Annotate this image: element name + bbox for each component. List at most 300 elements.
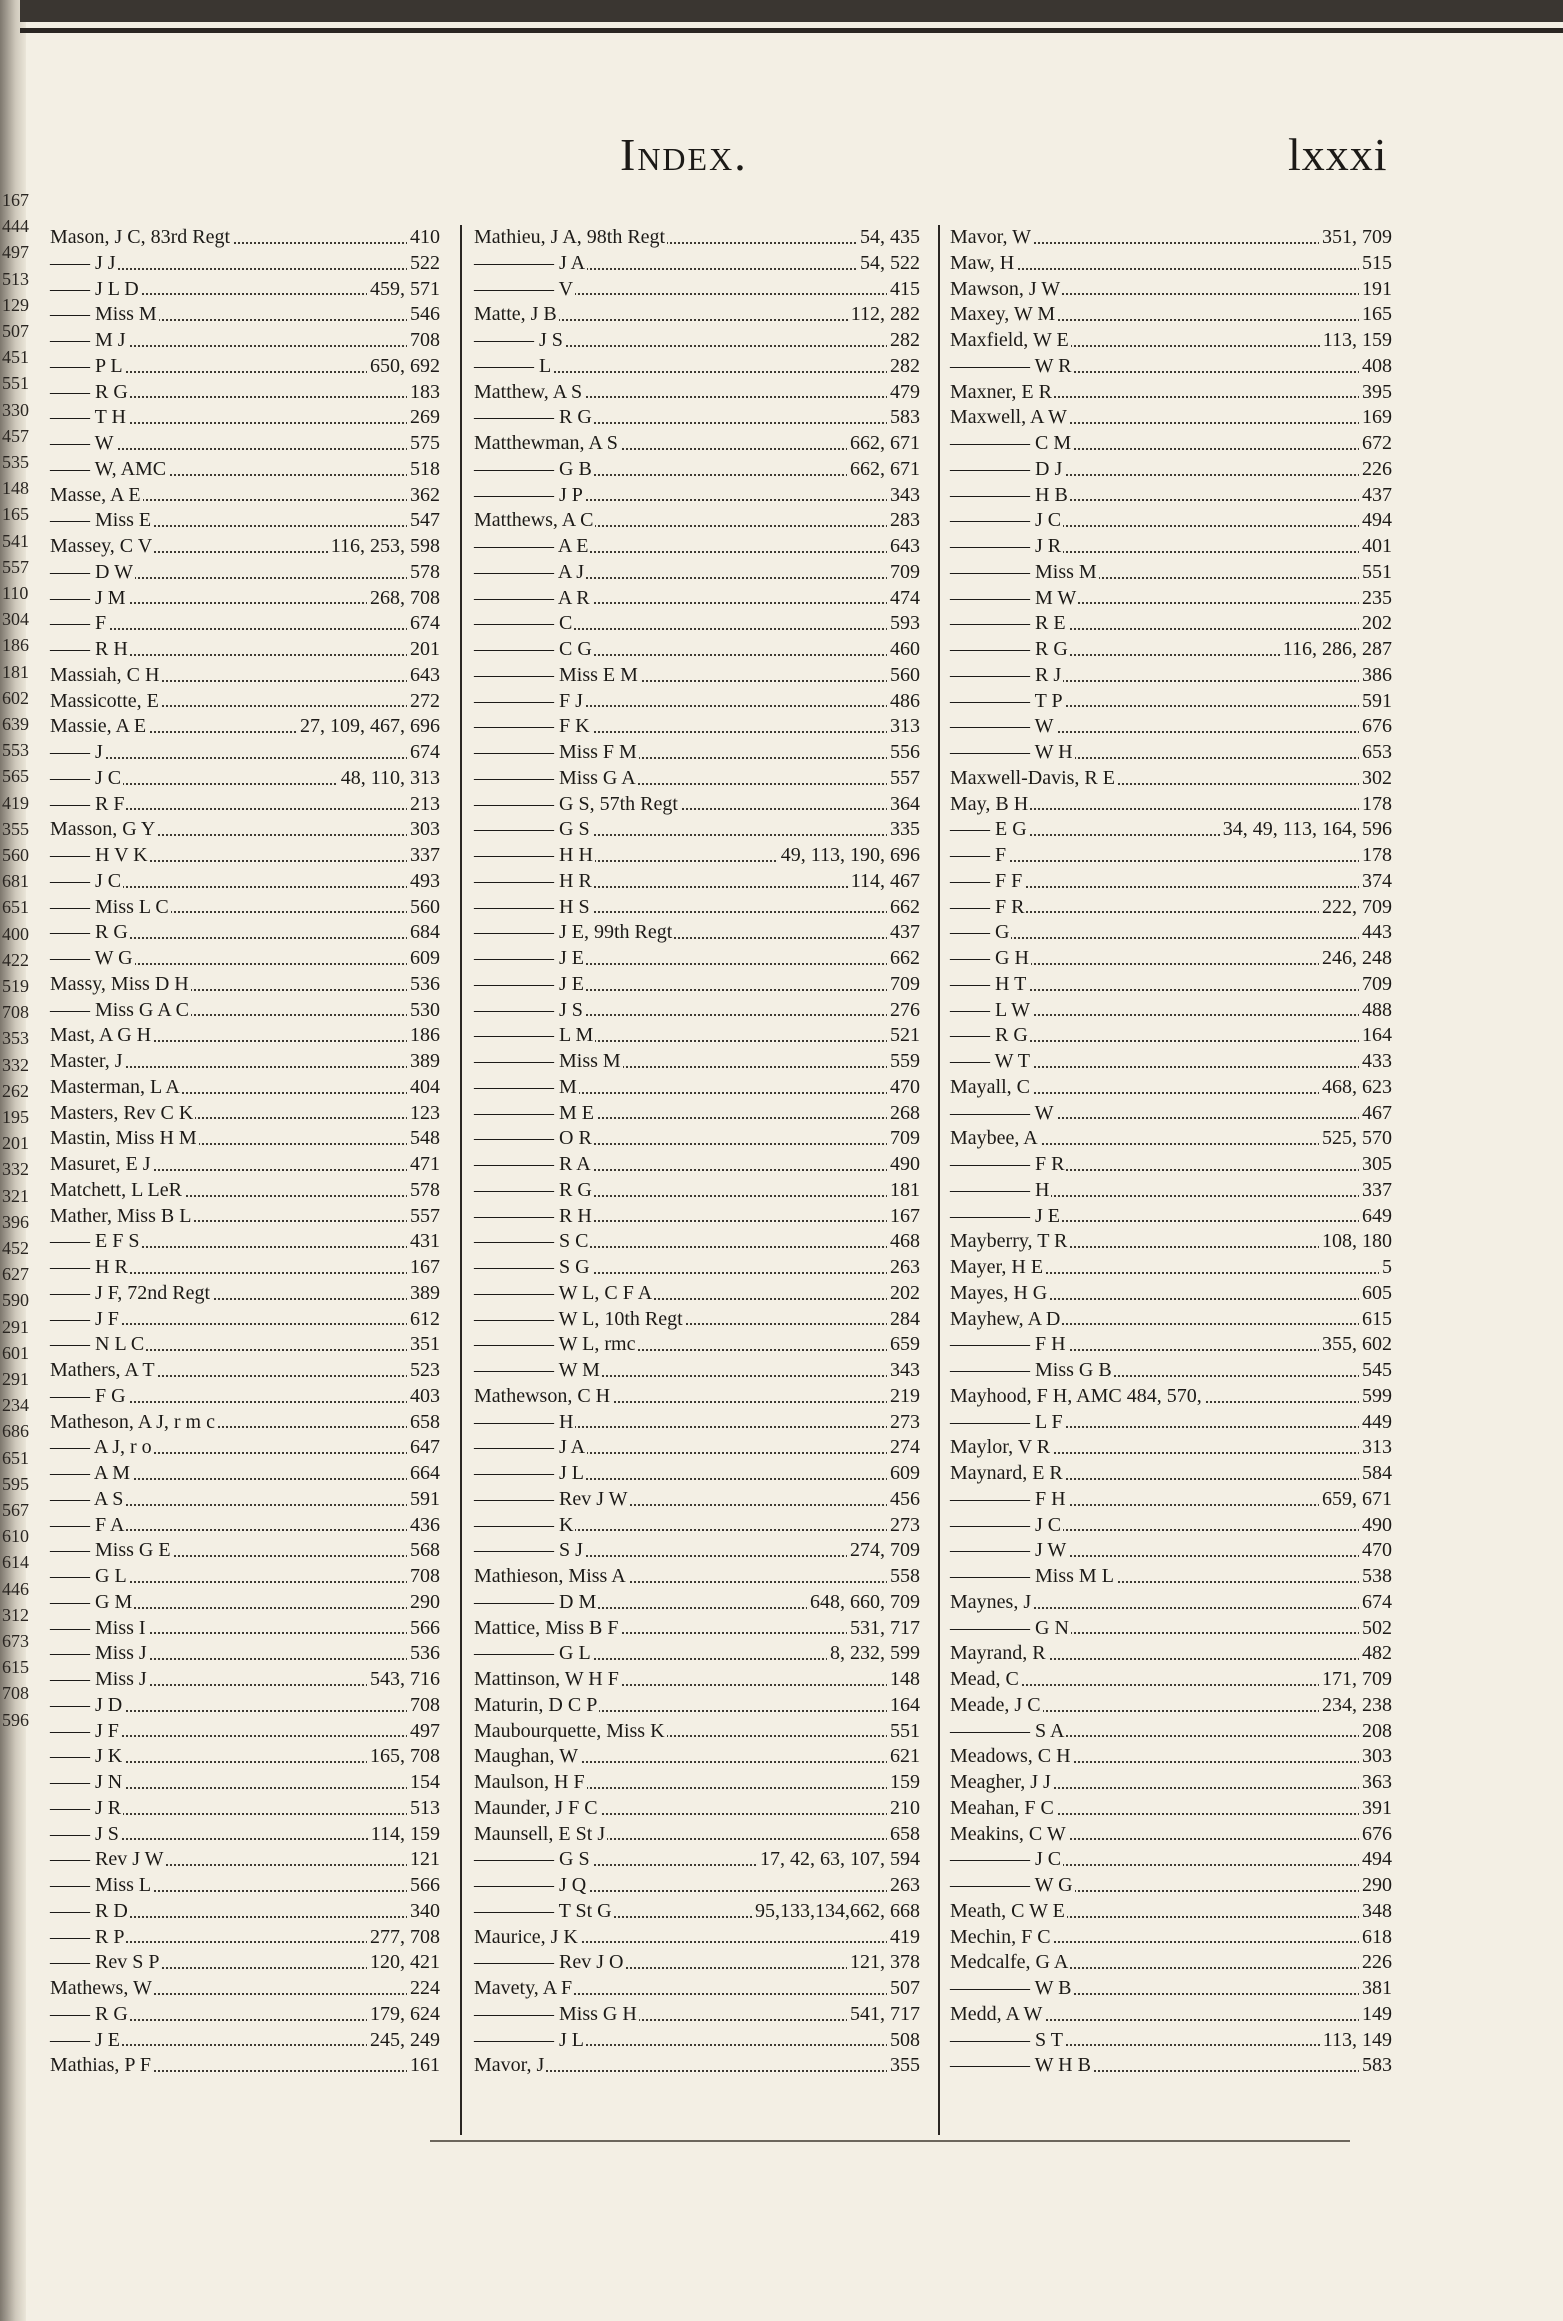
index-entry — [950, 483, 1392, 509]
entry-name: Masters, Rev C K — [50, 1101, 195, 1127]
index-entry — [50, 1410, 440, 1436]
entry-pages: 647 — [407, 1435, 440, 1461]
spine-number: 396 — [2, 1211, 29, 1232]
entry-pages: 121, 378 — [847, 1950, 920, 1976]
index-entry — [950, 1744, 1392, 1770]
entry-name: ———— Miss M — [950, 560, 1099, 586]
entry-pages: 684 — [407, 920, 440, 946]
index-entry — [50, 251, 440, 277]
entry-name: ———— S J — [474, 1538, 585, 1564]
entry-pages: 313 — [1359, 1435, 1392, 1461]
entry-pages: 546 — [407, 302, 440, 328]
entry-name: Mayrand, R — [950, 1641, 1048, 1667]
entry-name: ———— F R — [950, 1152, 1066, 1178]
entry-name: Mayhew, A D — [950, 1307, 1062, 1333]
index-entry — [474, 663, 920, 689]
entry-pages: 268, 708 — [367, 586, 440, 612]
index-entry — [950, 1075, 1392, 1101]
entry-name: ———— S T — [950, 2028, 1065, 2054]
entry-name: —— A M — [50, 1461, 132, 1487]
index-entry — [474, 1719, 920, 1745]
index-entry — [950, 1950, 1392, 1976]
entry-name: Mather, Miss B L — [50, 1204, 193, 1230]
entry-name: ———— H — [474, 1410, 575, 1436]
spine-number: 651 — [2, 897, 29, 918]
entry-name: Mathieson, Miss A — [474, 1564, 628, 1590]
index-entry — [474, 380, 920, 406]
entry-pages: 54, 522 — [857, 251, 920, 277]
index-entry — [474, 766, 920, 792]
entry-pages: 148 — [887, 1667, 920, 1693]
spine-number: 602 — [2, 687, 29, 708]
index-entry — [950, 1126, 1392, 1152]
entry-pages: 202 — [887, 1281, 920, 1307]
spine-number: 304 — [2, 609, 29, 630]
entry-pages: 386 — [1359, 663, 1392, 689]
spine-number: 567 — [2, 1500, 29, 1520]
index-entry — [474, 998, 920, 1024]
index-entry — [950, 1410, 1392, 1436]
entry-pages: 674 — [407, 740, 440, 766]
index-entry — [50, 946, 440, 972]
index-entry — [50, 920, 440, 946]
entry-name: ———— Miss G H — [474, 2002, 639, 2028]
index-entry — [50, 1152, 440, 1178]
entry-name: —— R H — [50, 637, 130, 663]
entry-name: Masterman, L A — [50, 1075, 182, 1101]
entry-pages: 650, 692 — [367, 354, 440, 380]
spine-number: 291 — [2, 1316, 29, 1337]
index-entry — [950, 869, 1392, 895]
entry-pages: 530 — [407, 998, 440, 1024]
index-entry — [50, 1719, 440, 1745]
entry-pages: 578 — [407, 1178, 440, 1204]
index-entry — [474, 1847, 920, 1873]
spine-number: 551 — [2, 373, 29, 394]
entry-pages: 493 — [407, 869, 440, 895]
index-entry — [474, 483, 920, 509]
spine-number: 321 — [2, 1185, 29, 1206]
entry-pages: 658 — [887, 1822, 920, 1848]
index-entry — [950, 225, 1392, 251]
entry-pages: 179, 624 — [367, 2002, 440, 2028]
entry-name: ———— J R — [950, 534, 1063, 560]
index-entry — [950, 1719, 1392, 1745]
entry-pages: 313 — [887, 714, 920, 740]
entry-pages: 284 — [887, 1307, 920, 1333]
spine-number: 557 — [2, 556, 29, 577]
index-entry — [950, 302, 1392, 328]
spine-number: 422 — [2, 949, 29, 970]
index-column-2 — [474, 225, 920, 2079]
index-entry — [50, 1075, 440, 1101]
index-entry — [950, 1435, 1392, 1461]
index-entry — [474, 792, 920, 818]
entry-name: ———— J A — [474, 251, 587, 277]
entry-name: Master, J — [50, 1049, 125, 1075]
index-entry — [50, 1332, 440, 1358]
index-entry — [474, 225, 920, 251]
entry-pages: 643 — [887, 534, 920, 560]
entry-name: ———— Rev J O — [474, 1950, 625, 1976]
entry-name: Masse, A E — [50, 483, 143, 509]
entry-pages: 95,133,134,662, 668 — [752, 1899, 920, 1925]
entry-name: Medd, A W — [950, 2002, 1044, 2028]
entry-pages: 468, 623 — [1319, 1075, 1392, 1101]
entry-pages: 583 — [1359, 2053, 1392, 2079]
entry-pages: 538 — [1359, 1564, 1392, 1590]
entry-pages: 34, 49, 113, 164, 596 — [1220, 817, 1392, 843]
spine-number: 332 — [2, 1054, 29, 1075]
entry-pages: 648, 660, 709 — [807, 1590, 920, 1616]
entry-name: ———— H B — [950, 483, 1070, 509]
entry-name: Maunder, J F C — [474, 1796, 600, 1822]
entry-pages: 159 — [887, 1770, 920, 1796]
entry-name: ———— R G — [950, 637, 1070, 663]
index-entry — [474, 1255, 920, 1281]
index-entry — [50, 1307, 440, 1333]
index-entry — [950, 1461, 1392, 1487]
entry-name: ———— F K — [474, 714, 592, 740]
dot-leader — [950, 268, 1392, 270]
entry-pages: 283 — [887, 508, 920, 534]
spine-number: 686 — [2, 1421, 29, 1442]
entry-name: Maxey, W M — [950, 302, 1057, 328]
entry-name: —— J M — [50, 586, 128, 612]
entry-name: ———— J L — [474, 2028, 586, 2054]
index-entry — [950, 1358, 1392, 1384]
spine-number: 110 — [2, 583, 29, 603]
entry-name: Mattinson, W H F — [474, 1667, 621, 1693]
entry-name: —— E F S — [50, 1229, 141, 1255]
entry-pages: 337 — [1359, 1178, 1392, 1204]
index-entry — [50, 1693, 440, 1719]
entry-pages: 545 — [1359, 1358, 1392, 1384]
index-entry — [50, 277, 440, 303]
entry-name: ———— W — [950, 714, 1056, 740]
entry-name: —— H V K — [50, 843, 150, 869]
entry-pages: 568 — [407, 1538, 440, 1564]
index-entry — [474, 1873, 920, 1899]
entry-name: ———— H S — [474, 895, 592, 921]
index-entry — [950, 946, 1392, 972]
spine-number: 332 — [2, 1159, 29, 1180]
index-entry — [50, 1204, 440, 1230]
entry-pages: 541, 717 — [847, 2002, 920, 2028]
index-entry — [950, 560, 1392, 586]
index-entry — [474, 2053, 920, 2079]
index-entry — [474, 1487, 920, 1513]
entry-name: —— F — [950, 843, 1008, 869]
index-entry — [474, 1332, 920, 1358]
entry-pages: 556 — [887, 740, 920, 766]
entry-pages: 518 — [407, 457, 440, 483]
entry-name: ———— W G — [950, 1873, 1075, 1899]
index-entry — [474, 1023, 920, 1049]
entry-name: ———— H R — [474, 869, 594, 895]
entry-pages: 415 — [887, 277, 920, 303]
entry-pages: 246, 248 — [1319, 946, 1392, 972]
entry-pages: 515 — [1359, 251, 1392, 277]
index-entry — [474, 1075, 920, 1101]
entry-name: Mathews, W — [50, 1976, 154, 2002]
entry-pages: 593 — [887, 611, 920, 637]
entry-name: Maynard, E R — [950, 1461, 1065, 1487]
entry-name: —— W G — [50, 946, 135, 972]
index-entry — [50, 2028, 440, 2054]
entry-name: —— F G — [50, 1384, 128, 1410]
entry-name: —— J K — [50, 1744, 124, 1770]
column-divider — [938, 225, 940, 2135]
entry-pages: 578 — [407, 560, 440, 586]
entry-name: Maxwell-Davis, R E — [950, 766, 1117, 792]
index-entry — [50, 1925, 440, 1951]
entry-name: ———— L F — [950, 1410, 1065, 1436]
index-entry — [950, 1564, 1392, 1590]
entry-pages: 443 — [1359, 920, 1392, 946]
entry-pages: 456 — [887, 1487, 920, 1513]
spine-number: 148 — [2, 478, 29, 499]
entry-name: ———— J Q — [474, 1873, 588, 1899]
entry-name: —— G H — [950, 946, 1031, 972]
top-border — [20, 0, 1563, 22]
entry-pages: 431 — [407, 1229, 440, 1255]
index-entry — [474, 611, 920, 637]
entry-name: —— E G — [950, 817, 1029, 843]
entry-pages: 653 — [1359, 740, 1392, 766]
entry-pages: 112, 282 — [848, 302, 920, 328]
entry-name: Maybee, A — [950, 1126, 1040, 1152]
entry-pages: 123 — [407, 1101, 440, 1127]
entry-name: ———— H — [950, 1178, 1051, 1204]
entry-name: Meadows, C H — [950, 1744, 1073, 1770]
entry-name: ———— G B — [474, 457, 594, 483]
entry-name: —— D W — [50, 560, 135, 586]
entry-pages: 263 — [887, 1255, 920, 1281]
entry-name: —— Miss G A C — [50, 998, 191, 1024]
index-entry — [474, 1950, 920, 1976]
entry-pages: 419 — [887, 1925, 920, 1951]
index-entry — [474, 817, 920, 843]
entry-pages: 437 — [1359, 483, 1392, 509]
entry-pages: 113, 149 — [1320, 2028, 1392, 2054]
index-entry — [474, 1899, 920, 1925]
entry-name: ———— J E, 99th Regt — [474, 920, 674, 946]
entry-name: Mastin, Miss H M — [50, 1126, 199, 1152]
index-entry — [950, 895, 1392, 921]
entry-name: —— R G — [50, 380, 130, 406]
entry-pages: 557 — [887, 766, 920, 792]
index-entry — [474, 714, 920, 740]
index-entry — [950, 1693, 1392, 1719]
entry-name: —— T H — [50, 405, 128, 431]
entry-name: ———— W B — [950, 1976, 1074, 2002]
spine-number: 451 — [2, 347, 29, 368]
entry-name: —— J E — [50, 2028, 122, 2054]
index-entry — [474, 1152, 920, 1178]
entry-name: —— F R — [950, 895, 1026, 921]
entry-name: —— F A — [50, 1513, 126, 1539]
entry-pages: 363 — [1359, 1770, 1392, 1796]
entry-pages: 566 — [407, 1873, 440, 1899]
entry-pages: 268 — [887, 1101, 920, 1127]
entry-name: —— J N — [50, 1770, 124, 1796]
index-entry — [50, 972, 440, 998]
entry-name: Maturin, D C P — [474, 1693, 599, 1719]
index-entry — [474, 740, 920, 766]
entry-name: Maw, H — [950, 251, 1016, 277]
index-entry — [50, 792, 440, 818]
entry-pages: 676 — [1359, 1822, 1392, 1848]
entry-pages: 547 — [407, 508, 440, 534]
entry-name: Mavor, W — [950, 225, 1033, 251]
index-entry — [50, 611, 440, 637]
index-entry — [474, 1538, 920, 1564]
index-entry — [474, 560, 920, 586]
index-entry — [474, 689, 920, 715]
dot-leader — [950, 937, 1392, 939]
entry-pages: 272 — [407, 689, 440, 715]
entry-pages: 403 — [407, 1384, 440, 1410]
index-entry — [50, 1822, 440, 1848]
entry-name: ———— Miss E M — [474, 663, 640, 689]
entry-pages: 165 — [1359, 302, 1392, 328]
index-entry — [950, 1513, 1392, 1539]
entry-name: Mavety, A F — [474, 1976, 574, 2002]
index-entry — [474, 277, 920, 303]
entry-name: ———— W H — [950, 740, 1075, 766]
index-entry — [50, 225, 440, 251]
entry-pages: 210 — [887, 1796, 920, 1822]
entry-pages: 531, 717 — [847, 1616, 920, 1642]
index-entry — [950, 1641, 1392, 1667]
entry-name: —— J F — [50, 1307, 121, 1333]
index-entry — [950, 2002, 1392, 2028]
index-entry — [50, 1796, 440, 1822]
index-entry — [50, 895, 440, 921]
entry-pages: 120, 421 — [367, 1950, 440, 1976]
index-entry — [950, 2053, 1392, 2079]
index-entry — [50, 302, 440, 328]
index-entry — [474, 1564, 920, 1590]
index-entry — [474, 1744, 920, 1770]
entry-name: ———— R J — [950, 663, 1063, 689]
index-entry — [950, 534, 1392, 560]
index-entry — [50, 328, 440, 354]
spine-number: 353 — [2, 1028, 29, 1049]
entry-pages: 674 — [407, 611, 440, 637]
entry-name: —— A S — [50, 1487, 125, 1513]
entry-name: —— Rev S P — [50, 1950, 161, 1976]
entry-pages: 114, 159 — [368, 1822, 440, 1848]
index-entry — [50, 766, 440, 792]
entry-pages: 5 — [1379, 1255, 1392, 1281]
entry-name: Massey, C V — [50, 534, 154, 560]
entry-pages: 436 — [407, 1513, 440, 1539]
spine-number: 129 — [2, 294, 29, 315]
entry-pages: 164 — [1359, 1023, 1392, 1049]
index-entry — [50, 354, 440, 380]
index-entry — [950, 972, 1392, 998]
entry-name: ———— A R — [474, 586, 592, 612]
entry-name: —— R D — [50, 1899, 130, 1925]
index-entry — [50, 1976, 440, 2002]
page-number: lxxxi — [1288, 129, 1388, 180]
entry-name: ———— M W — [950, 586, 1078, 612]
entry-pages: 274 — [887, 1435, 920, 1461]
entry-pages: 490 — [1359, 1513, 1392, 1539]
entry-pages: 343 — [887, 1358, 920, 1384]
entry-pages: 662 — [887, 895, 920, 921]
index-entry — [950, 457, 1392, 483]
entry-name: Massicotte, E — [50, 689, 161, 715]
entry-pages: 672 — [1359, 431, 1392, 457]
index-entry — [50, 1950, 440, 1976]
index-entry — [950, 843, 1392, 869]
index-entry — [50, 457, 440, 483]
index-entry — [950, 1899, 1392, 1925]
entry-pages: 460 — [887, 637, 920, 663]
entry-name: Maynes, J — [950, 1590, 1033, 1616]
entry-name: —— Miss L — [50, 1873, 153, 1899]
entry-pages: 497 — [407, 1719, 440, 1745]
index-entry — [50, 1847, 440, 1873]
spine-number: 400 — [2, 923, 29, 944]
entry-name: ———— G S — [474, 817, 592, 843]
index-entry — [950, 277, 1392, 303]
entry-pages: 470 — [887, 1075, 920, 1101]
entry-pages: 609 — [887, 1461, 920, 1487]
entry-name: ———— W L, C F A — [474, 1281, 654, 1307]
index-entry — [474, 457, 920, 483]
entry-name: Mayberry, T R — [950, 1229, 1069, 1255]
column-divider — [460, 225, 462, 2135]
entry-name: ———— R A — [474, 1152, 593, 1178]
entry-name: —— P L — [50, 354, 125, 380]
entry-pages: 337 — [407, 843, 440, 869]
entry-pages: 709 — [887, 560, 920, 586]
entry-pages: 351, 709 — [1319, 225, 1392, 251]
entry-name: —— F F — [950, 869, 1024, 895]
index-entry — [950, 1616, 1392, 1642]
index-entry — [50, 483, 440, 509]
entry-pages: 709 — [1359, 972, 1392, 998]
entry-name: Maurice, J K — [474, 1925, 580, 1951]
entry-pages: 609 — [407, 946, 440, 972]
index-entry — [50, 843, 440, 869]
entry-name: Mathias, P F — [50, 2053, 153, 2079]
entry-name: ———— Rev J W — [474, 1487, 630, 1513]
entry-pages: 121 — [407, 1847, 440, 1873]
index-entry — [950, 920, 1392, 946]
entry-pages: 374 — [1359, 869, 1392, 895]
entry-name: ———— T P — [950, 689, 1065, 715]
index-entry — [950, 1229, 1392, 1255]
entry-pages: 108, 180 — [1319, 1229, 1392, 1255]
entry-pages: 113, 159 — [1320, 328, 1392, 354]
entry-name: —— N L C — [50, 1332, 146, 1358]
entry-pages: 494 — [1359, 1847, 1392, 1873]
entry-pages: 621 — [887, 1744, 920, 1770]
index-entry — [474, 354, 920, 380]
spine-number: 590 — [2, 1290, 29, 1311]
entry-pages: 355 — [887, 2053, 920, 2079]
entry-pages: 17, 42, 63, 107, 594 — [757, 1847, 920, 1873]
entry-pages: 486 — [887, 689, 920, 715]
entry-name: Mechin, F C — [950, 1925, 1053, 1951]
entry-name: —— J C — [50, 766, 123, 792]
index-entry — [474, 251, 920, 277]
